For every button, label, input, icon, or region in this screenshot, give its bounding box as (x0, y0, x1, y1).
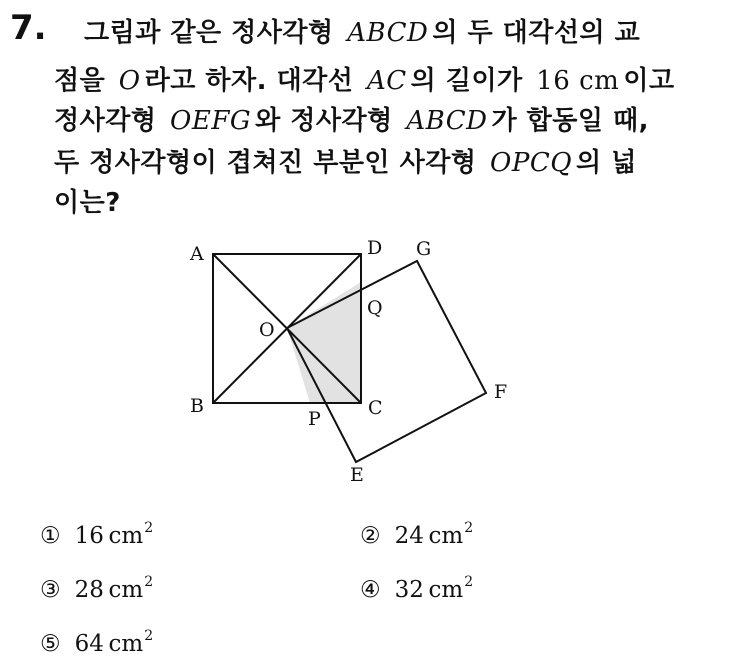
choice-unit: cm (108, 523, 144, 549)
math-point-o: O (118, 66, 141, 96)
question-text: 의 두 대각선의 교 (432, 18, 641, 48)
question-text: 의 길이가 (410, 66, 523, 96)
choice-marker: ② (360, 523, 381, 549)
choice-marker: ③ (40, 577, 61, 603)
choice-unit: cm (108, 577, 144, 603)
choice-1[interactable] (40, 520, 153, 549)
shaded-quadrilateral-opcq (287, 282, 361, 403)
question-line-5 (54, 182, 121, 219)
math-square-oefg: OEFG (170, 106, 252, 136)
choice-value: 64 (74, 631, 104, 657)
question-text: 두 정사각형이 겹쳐진 부분인 사각형 (54, 148, 477, 178)
choice-value: 16 (74, 523, 104, 549)
question-text: 가 합동일 때, (491, 106, 650, 136)
geometry-figure (180, 228, 540, 498)
choice-exponent: 2 (464, 520, 474, 536)
question-text: 그림과 같은 정사각형 (84, 18, 334, 48)
choice-5[interactable] (40, 628, 153, 657)
choice-value: 28 (74, 577, 104, 603)
point-label-e: E (350, 464, 364, 486)
choice-3[interactable] (40, 574, 153, 603)
question-line-3 (54, 100, 649, 137)
question-line-1 (84, 12, 640, 49)
math-diagonal-ac: AC (366, 66, 407, 96)
point-label-o: O (259, 319, 275, 341)
choice-unit: cm (428, 523, 464, 549)
question-text: 와 정사각형 (255, 106, 393, 136)
choice-exponent: 2 (144, 574, 154, 590)
point-label-a: A (190, 243, 204, 265)
question-line-2 (54, 60, 675, 97)
question-text: 점을 (54, 66, 106, 96)
point-label-p: P (308, 408, 321, 430)
question-text: 이는? (54, 188, 121, 218)
question-line-4 (54, 142, 637, 179)
point-label-g: G (416, 238, 432, 260)
question-text: 라고 하자. 대각선 (144, 66, 354, 96)
choice-value: 24 (394, 523, 424, 549)
choice-exponent: 2 (144, 628, 154, 644)
math-square-abcd: ABCD (406, 106, 488, 136)
point-label-f: F (494, 381, 508, 403)
point-label-q: Q (367, 297, 383, 319)
choice-exponent: 2 (144, 520, 154, 536)
choice-value: 32 (394, 577, 424, 603)
point-label-c: C (368, 397, 383, 419)
choice-unit: cm (428, 577, 464, 603)
choice-marker: ④ (360, 577, 381, 603)
point-label-b: B (190, 395, 204, 417)
choice-marker: ① (40, 523, 61, 549)
choice-exponent: 2 (464, 574, 474, 590)
question-text: 이고 (623, 66, 675, 96)
choice-2[interactable] (360, 520, 473, 549)
question-number: 7. (10, 8, 47, 48)
choice-4[interactable] (360, 574, 473, 603)
question-text: 정사각형 (54, 106, 157, 136)
question-text: 의 넓 (576, 148, 637, 178)
math-quad-opcq: OPCQ (490, 148, 573, 178)
point-label-d: D (367, 237, 383, 259)
choice-marker: ⑤ (40, 631, 61, 657)
math-square-abcd: ABCD (347, 18, 429, 48)
choice-unit: cm (108, 631, 144, 657)
math-length-value: 16 cm (536, 66, 620, 96)
